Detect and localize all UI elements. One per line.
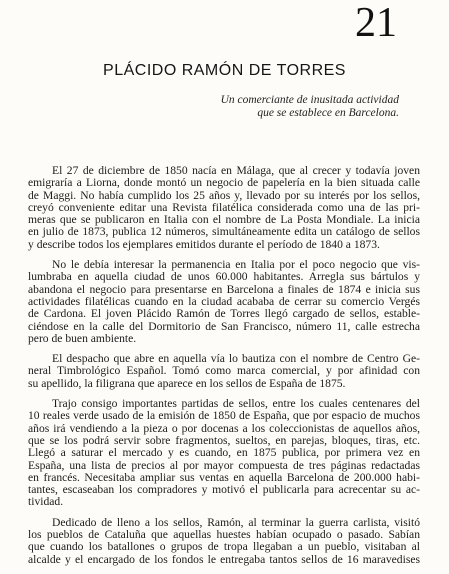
paragraph: [28, 398, 420, 509]
paragraph-line: meras que se publicaron en Italia con el nombre de La Posta Mondiale. La inicia: [28, 214, 420, 227]
paragraph-line: actividades filatélicas cuando en la ciudad acababa de cerrar su comercio Vergés: [28, 295, 420, 308]
epigraph-line: que se establece en Barcelona.: [257, 107, 399, 119]
paragraph: [28, 259, 420, 345]
paragraph-line: El despacho que abre en aquella vía lo bautiza con el nombre de Centro Ge-: [52, 353, 420, 366]
paragraph-line: lumbraba en aquella ciudad de unos 60.000 habitantes. Arregla sus bártulos y: [28, 271, 420, 284]
paragraph-line: y describe todos los ejemplares emitidos durante el período de 1840 a 1873.: [28, 238, 380, 251]
paragraph-line: en francés. Necesitaba ampliar sus ventas en aquella Barcelona de 200.000 habi-: [28, 471, 420, 484]
paragraph: [28, 517, 420, 566]
paragraph-line: en julio de 1873, publica 12 números, simultáneamente edita un catálogo de sellos: [28, 226, 420, 239]
paragraph-line: tantes, escaseaban los compradores y motivó el publicarla para acrecentar su ac-: [28, 484, 420, 497]
paragraph-line: España, una lista de precios al por mayor compuesta de tres páginas redactadas: [28, 459, 420, 472]
paragraph-line: neral Timbrológico Español. Tomó como marca comercial, y por afinidad con: [28, 365, 420, 378]
paragraph: [28, 353, 420, 390]
paragraph-line: alcalde y el encargado de los fondos le entregaba tantos sellos de 16 maravedises: [28, 553, 420, 566]
paragraph-line: Dedicado de lleno a los sellos, Ramón, al terminar la guerra carlista, visitó: [52, 516, 420, 529]
paragraph-line: Trajo consigo importantes partidas de sellos, entre los cuales centenares del: [52, 398, 420, 411]
paragraph-line: Llegó a saturar el mercado y es cuando, en 1875 publica, por primera vez en: [28, 447, 420, 460]
chapter-number: 21: [355, 0, 397, 46]
paragraph-line: de Maggi. No había cumplido los 25 años y, llevado por su interés por los sellos,: [28, 189, 420, 202]
paragraph-line: ciéndose en la calle del Dormitorio de San Francisco, número 11, calle estrecha: [28, 320, 420, 333]
paragraph-line: emigraría a Liorna, donde montó un negocio de papelería en la bien situada calle: [28, 177, 420, 190]
paragraph-line: su apellido, la filigrana que aparece en los sellos de España de 1875.: [28, 377, 346, 390]
paragraph-line: creyó conveniente editar una Revista filatélica considerada como una de las pri-: [28, 201, 420, 214]
paragraph-line: los pueblos de Cataluña que aquellas huestes habían ocupado o pasado. Sabían: [28, 529, 420, 542]
paragraph: [28, 165, 420, 251]
paragraph-line: que se los podrá servir sobre fragmentos, sueltos, en parejas, bloques, tiras, etc.: [28, 434, 420, 447]
paragraph-line: 10 reales verde usado de la emisión de 1850 de España, que por espacio de muchos: [28, 410, 420, 423]
paragraph-line: pero de buen ambiente.: [28, 332, 137, 345]
paragraph-line: abandona el negocio para presentarse en Barcelona a finales de 1874 e inicia sus: [28, 283, 420, 296]
chapter-title: PLÁCIDO RAMÓN DE TORRES: [103, 62, 346, 79]
paragraph-line: No le debía interesar la permanencia en Italia por el poco negocio que vis-: [52, 259, 420, 272]
epigraph-line: Un comerciante de inusitada actividad: [220, 94, 399, 106]
epigraph: [199, 94, 399, 120]
paragraph-line: tividad.: [28, 496, 64, 509]
paragraph-line: de Cardona. El joven Plácido Ramón de Torres llegó cargado de sellos, estable-: [28, 308, 420, 321]
body-text: [28, 165, 420, 574]
paragraph-line: que cuando los batallones o grupos de tropa llegaban a un pueblo, visitaban al: [28, 541, 420, 554]
paragraph-line: El 27 de diciembre de 1850 nacía en Málaga, que al crecer y todavía joven: [52, 165, 420, 177]
paragraph-line: años irá vendiendo a la pieza o por docenas a los coleccionistas de aquellos años,: [28, 422, 420, 435]
